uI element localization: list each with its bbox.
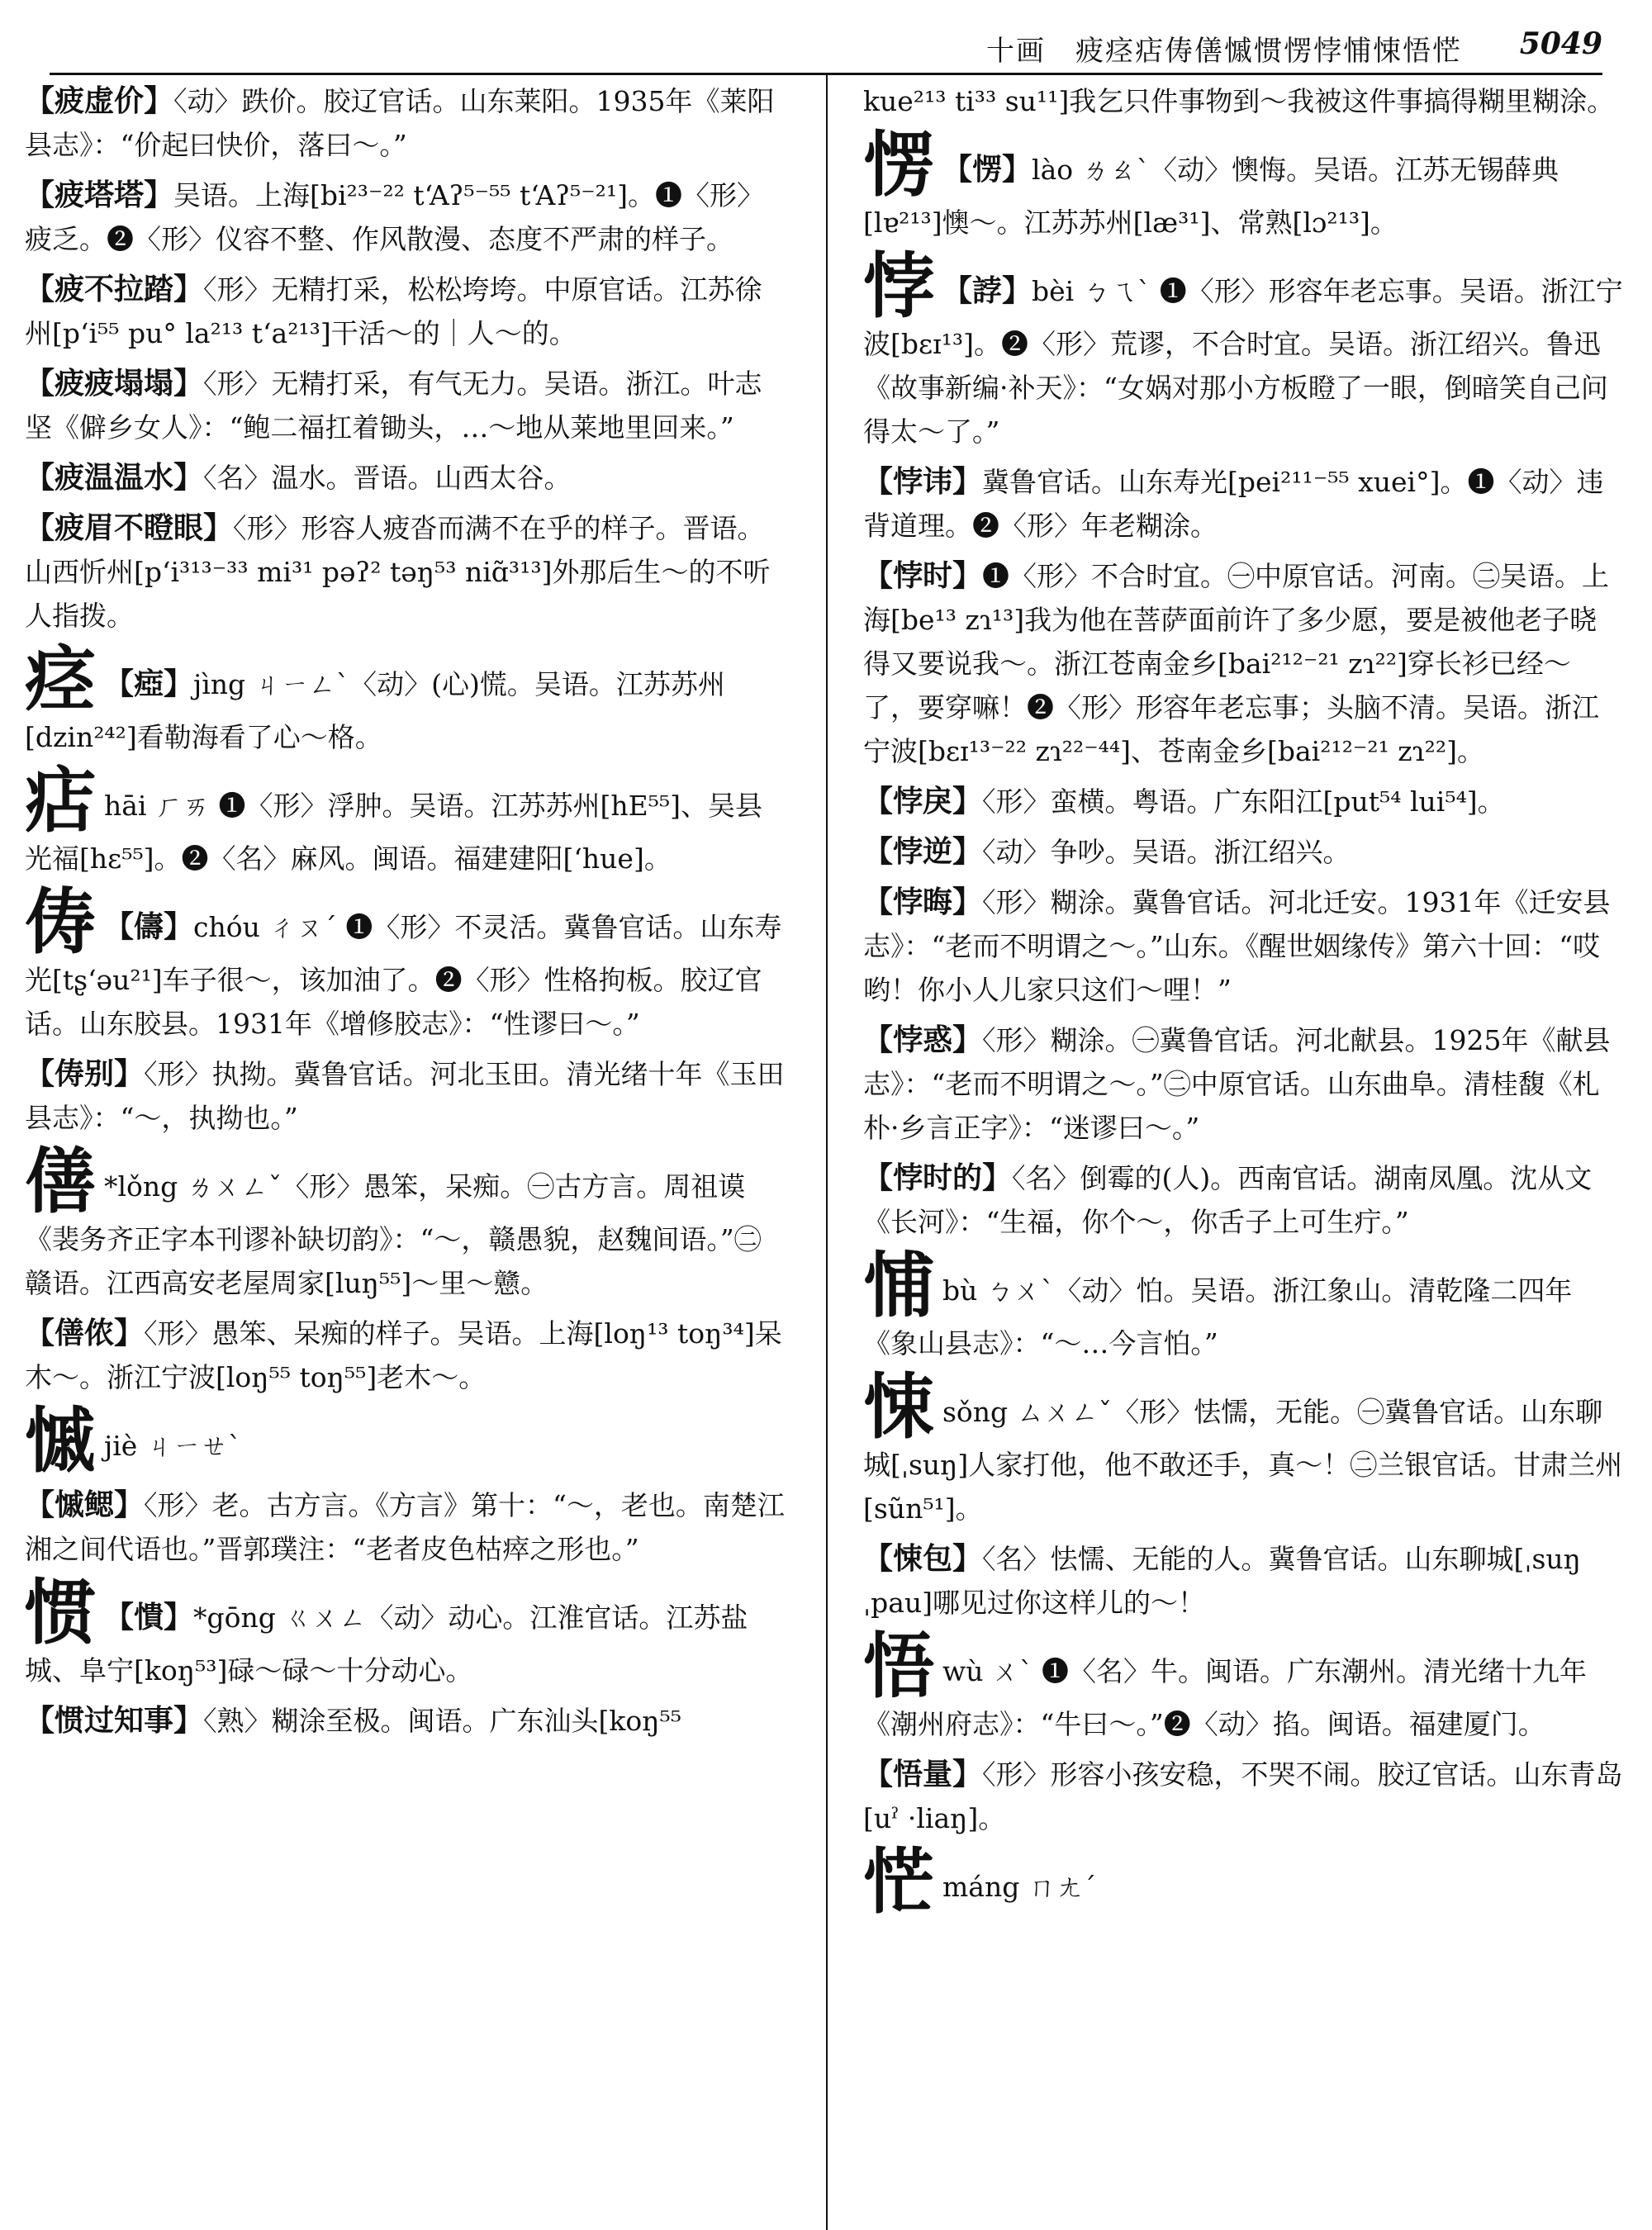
entry-headword: 【疲温温水】 [25, 460, 204, 495]
head-character: 俦 [25, 880, 96, 964]
entry-headword: 【誖】 [942, 273, 1032, 308]
entry-headword: 【慽鳃】 [25, 1487, 145, 1522]
entry-definition: 冀鲁官话。山东寿光[pei²¹¹⁻⁵⁵ xuei°]。❶〈动〉违背道理。❷〈形〉年老糊涂。 [863, 466, 1604, 542]
entry-headword: 【疲疲塌塌】 [25, 366, 204, 401]
entry-headword: 【悖戾】 [863, 784, 983, 818]
entry-definition: *lǒng ㄌㄨㄥˇ〈形〉愚笨，呆痴。㊀古方言。周祖谟《裴务齐正字本刊谬补缺切韵》：“～，赣愚貌，赵魏间语。”㊁赣语。江西高安老屋周家[luŋ⁵⁵]～里～戆。 [25, 1170, 762, 1299]
entry-headword: 【愣】 [942, 152, 1032, 187]
head-character: 恾 [863, 1840, 934, 1924]
dictionary-entry [863, 1018, 1623, 1150]
character-entry [25, 638, 785, 759]
entry-definition: 〈形〉蛮横。粤语。广东阳江[put⁵⁴ lui⁵⁴]。 [982, 785, 1505, 818]
head-character: 痉 [25, 638, 96, 721]
entry-definition: 〈形〉老。古方言。《方言》第十：“～，老也。南楚江湘之间代语也。”晋郭璞注：“老者皮色枯瘁之形也。” [25, 1489, 785, 1565]
entry-definition: 〈形〉愚笨、呆痴的样子。吴语。上海[loŋ¹³ toŋ³⁴]呆木～。浙江宁波[loŋ⁵⁵ toŋ⁵⁵]老木～。 [25, 1317, 782, 1393]
character-entry [25, 759, 785, 880]
entry-definition: *gōng ㄍㄨㄥ〈动〉动心。江淮官话。江苏盐城、阜宁[koŋ⁵³]碌～碌～十分动心。 [25, 1601, 748, 1687]
entry-definition: 〈动〉跌价。胶辽官话。山东莱阳。1935年《莱阳县志》：“价起曰快价，落曰～。” [25, 85, 775, 161]
entry-definition: chóu ㄔㄡˊ ❶〈形〉不灵活。冀鲁官话。山东寿光[tʂʻəu²¹]车子很～，该加油了。❷〈形〉性格拘板。胶辽官话。山东胶县。1931年《增修胶志》：“性谬曰～。” [25, 911, 782, 1040]
entry-headword: 【惯过知事】 [25, 1703, 204, 1738]
head-character: 悑 [863, 1244, 934, 1327]
entry-definition: 〈动〉争吵。吴语。浙江绍兴。 [982, 836, 1351, 868]
entry-headword: 【俦别】 [25, 1056, 145, 1091]
entry-headword: 【瘂】 [104, 667, 194, 701]
head-character: 悟 [863, 1625, 934, 1708]
dictionary-entry [25, 456, 785, 500]
entry-definition: 〈形〉无精打采，有气无力。吴语。浙江。叶志坚《僻乡女人》：“鲍二福扛着锄头，…～地从莱地里回来。” [25, 368, 762, 444]
head-character: 愣 [863, 123, 934, 206]
entry-headword: 【憒】 [104, 1600, 194, 1635]
entry-definition: hāi ㄏㄞ ❶〈形〉浮肿。吴语。江苏苏州[hE⁵⁵]、吴县光福[hɛ⁵⁵]。❷〈名〉麻风。闽语。福建建阳[ʻhue]。 [25, 790, 763, 875]
dictionary-entry [863, 1753, 1623, 1840]
head-character: 悖 [863, 244, 934, 328]
dictionary-entry [863, 1537, 1623, 1625]
page-header [50, 23, 1602, 75]
head-character: 慽 [25, 1399, 96, 1483]
entry-headword: 【疲虚价】 [25, 83, 174, 118]
chapter-heading: 十画 疲痉痁俦僐慽惯愣悖悑悚悟恾 [986, 35, 1462, 68]
entry-definition: ❶〈形〉不合时宜。㊀中原官话。河南。㊁吴语。上海[be¹³ zɿ¹³]我为他在菩萨面前许了多少愿，要是被他老子晓得又要说我～。浙江苍南金乡[bai²¹²⁻²¹ zɿ²²]穿长衫已经～了，要穿嘛！❷〈形〉形容年老忘事；头脑不清。吴语。浙江宁波[bɛɪ¹³⁻²² zɿ²²⁻⁴⁴]、苍南金乡[bai²¹²⁻²¹ zɿ²²]。 [863, 560, 1610, 767]
dictionary-entry [25, 1312, 785, 1399]
dictionary-entry [863, 780, 1623, 823]
dictionary-entry [25, 1052, 785, 1140]
head-character: 僐 [25, 1140, 96, 1223]
character-entry [863, 1840, 1623, 1924]
head-character: 痁 [25, 759, 96, 842]
entry-headword: 【悖惑】 [863, 1022, 983, 1057]
right-column [863, 79, 1623, 1924]
character-entry [25, 880, 785, 1046]
continued-text: kue²¹³ ti³³ su¹¹]我乞只件事物到～我被这件事搞得糊里糊涂。 [863, 85, 1615, 117]
dictionary-entry [25, 1483, 785, 1571]
entry-headword: 【悖时的】 [863, 1160, 1013, 1195]
entry-definition: 〈形〉无精打采，松松垮垮。中原官话。江苏徐州[pʻi⁵⁵ pu° la²¹³ tʻa²¹³]干活～的｜人～的。 [25, 273, 762, 349]
entry-definition: bèi ㄅㄟˋ ❶〈形〉形容年老忘事。吴语。浙江宁波[bɛɪ¹³]。❷〈形〉荒谬，不合时宜。吴语。浙江绍兴。鲁迅《故事新编·补天》：“女娲对那小方板瞪了一眼，倒暗笑自己问得太～了。” [863, 275, 1623, 448]
dictionary-entry [25, 362, 785, 449]
character-entry [25, 1140, 785, 1305]
dictionary-entry [863, 460, 1623, 548]
entry-definition: jiè ㄐㄧㄝˋ [104, 1430, 242, 1462]
entry-definition: sǒng ㄙㄨㄥˇ〈形〉怯懦，无能。㊀冀鲁官话。山东聊城[ˌsuŋ]人家打他，他不敢还手，真～！㊁兰银官话。甘肃兰州[sũn⁵¹]。 [863, 1396, 1623, 1525]
character-entry [863, 123, 1623, 244]
page-number: 5049 [1519, 26, 1602, 61]
entry-definition: 〈名〉温水。晋语。山西太谷。 [203, 462, 572, 494]
entry-definition: máng ㄇㄤˊ [942, 1871, 1097, 1903]
dictionary-entry [25, 1699, 785, 1743]
dictionary-entry [25, 79, 785, 167]
entry-definition: lào ㄌㄠˋ〈动〉懊悔。吴语。江苏无锡薛典[lɐ²¹³]懊～。江苏苏州[læ³¹]、常熟[lɔ²¹³]。 [863, 154, 1559, 239]
character-entry [863, 1365, 1623, 1530]
character-entry [863, 1625, 1623, 1746]
entry-definition: 〈形〉形容小孩安稳，不哭不闹。胶辽官话。山东青岛[uˀ ·liaŋ]。 [863, 1758, 1623, 1834]
entry-definition: 〈名〉倒霉的(人)。西南官话。湖南凤凰。沈从文《长河》：“生福，你个～，你舌子上可生疔。” [863, 1162, 1593, 1238]
entry-definition: 〈熟〉糊涂至极。闽语。广东汕头[koŋ⁵⁵ [203, 1705, 681, 1737]
entry-headword: 【悖时】 [863, 558, 983, 593]
head-character: 悚 [863, 1365, 934, 1449]
entry-definition: 〈形〉形容人疲沓而满不在乎的样子。晋语。山西忻州[pʻi³¹³⁻³³ mi³¹ pəʔ² təŋ⁵³ niɑ̃³¹³]外那后生～的不听人指拨。 [25, 512, 771, 632]
entry-definition: jìng ㄐㄧㄥˋ〈动〉(心)慌。吴语。江苏苏州[dzin²⁴²]看勒海看了心～格。 [25, 668, 725, 753]
entry-headword: 【悟量】 [863, 1757, 983, 1791]
entry-definition: wù ㄨˋ ❶〈名〉牛。闽语。广东潮州。清光绪十九年《潮州府志》：“牛曰～。”❷〈动〉掐。闽语。福建厦门。 [863, 1655, 1587, 1740]
dictionary-entry [863, 1156, 1623, 1244]
dictionary-entry [25, 268, 785, 355]
dictionary-entry [863, 830, 1623, 874]
character-entry [25, 1399, 785, 1483]
entry-headword: 【悚包】 [863, 1541, 983, 1576]
entry-definition: bù ㄅㄨˋ〈动〉怕。吴语。浙江象山。清乾隆二四年《象山县志》：“～…今言怕。” [863, 1274, 1573, 1359]
entry-headword: 【僐侬】 [25, 1316, 145, 1350]
entry-definition: 吴语。上海[bi²³⁻²² tʻAʔ⁵⁻⁵⁵ tʻAʔ⁵⁻²¹]。❶〈形〉疲乏。❷〈形〉仪容不整、作风散漫、态度不严肃的样子。 [25, 179, 765, 255]
entry-definition: 〈名〉怯懦、无能的人。冀鲁官话。山东聊城[ˌsuŋ ˌpau]哪见过你这样儿的～！ [863, 1543, 1581, 1619]
entry-headword: 【悖晦】 [863, 885, 983, 919]
head-character: 惯 [25, 1571, 96, 1654]
left-column [25, 79, 785, 1749]
entry-headword: 【儔】 [104, 909, 194, 944]
entry-headword: 【悖讳】 [863, 464, 983, 499]
entry-definition: 〈形〉糊涂。冀鲁官话。河北迁安。1931年《迁安县志》：“老而不明谓之～。”山东。《醒世姻缘传》第六十回：“哎哟！你小人儿家只这们～哩！” [863, 886, 1611, 1006]
character-entry [25, 1571, 785, 1692]
entry-headword: 【疲眉不瞪眼】 [25, 510, 234, 545]
entry-headword: 【疲塔塔】 [25, 178, 174, 212]
dictionary-entry [25, 506, 785, 638]
entry-headword: 【悖逆】 [863, 834, 983, 869]
dictionary-entry [863, 880, 1623, 1012]
column-divider [826, 74, 828, 2230]
dictionary-entry [863, 554, 1623, 773]
entry-definition: 〈形〉执拗。冀鲁官话。河北玉田。清光绪十年《玉田县志》：“～，执拗也。” [25, 1058, 785, 1134]
character-entry [863, 244, 1623, 453]
entry-definition: 〈形〉糊涂。㊀冀鲁官话。河北献县。1925年《献县志》：“老而不明谓之～。”㊁中原官话。山东曲阜。清桂馥《札朴·乡言正字》：“迷谬曰～。” [863, 1024, 1611, 1144]
entry-headword: 【疲不拉踏】 [25, 272, 204, 306]
character-entry [863, 1244, 1623, 1365]
dictionary-entry [25, 173, 785, 261]
